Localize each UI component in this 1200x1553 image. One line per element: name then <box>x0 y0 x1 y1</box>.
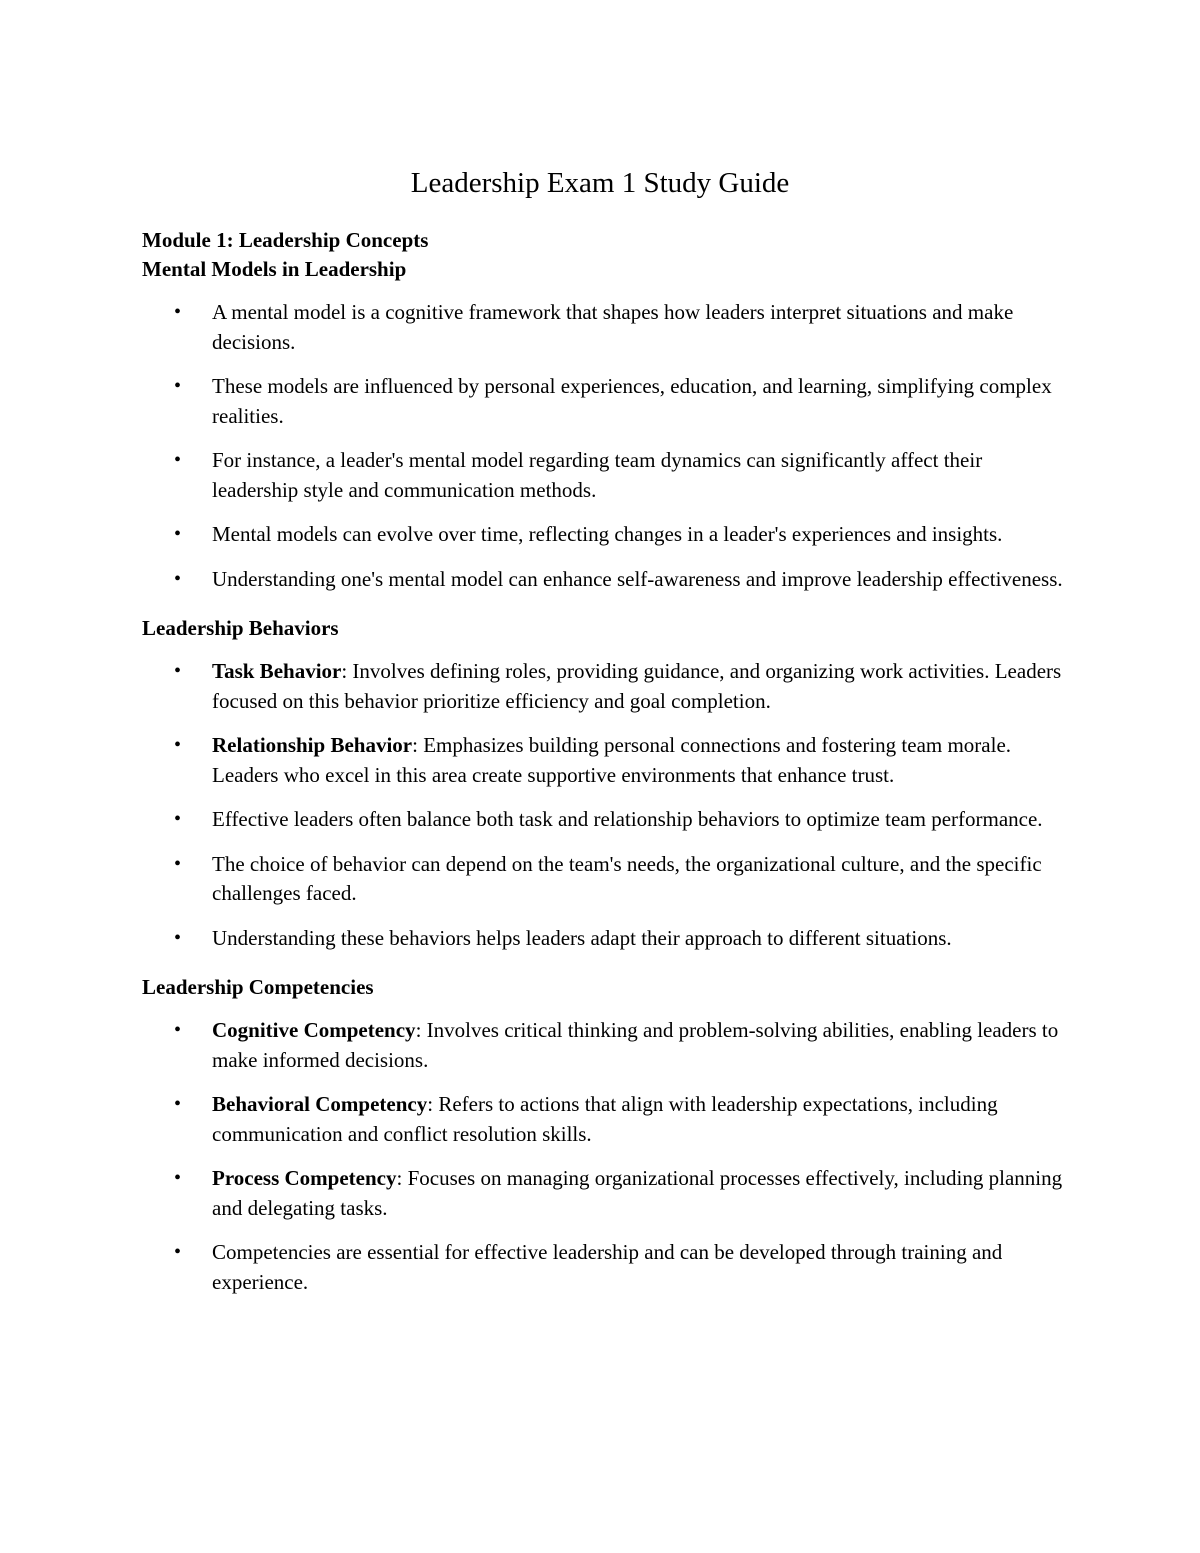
list-item <box>142 298 1072 357</box>
bullet-icon: • <box>174 1019 182 1041</box>
item-text: : Refers to actions that align with leadership expectations, including communication and conflict resolution skills. <box>212 1092 998 1146</box>
item-term: Cognitive Competency <box>212 1018 416 1042</box>
section-heading: Mental Models in Leadership <box>142 257 407 281</box>
list-item <box>142 805 1072 835</box>
list-item <box>142 520 1072 550</box>
bullet-icon: • <box>174 1093 182 1115</box>
bullet-icon: • <box>174 375 182 397</box>
document-title: Leadership Exam 1 Study Guide <box>410 167 790 199</box>
bullet-icon: • <box>174 852 182 875</box>
item-term: Task Behavior <box>212 659 342 683</box>
list-item <box>142 1164 1072 1223</box>
list-item <box>142 1016 1072 1075</box>
bullet-icon: • <box>174 301 182 323</box>
item-text: Effective leaders often balance both task and relationship behaviors to optimize team performance. <box>212 807 1043 831</box>
item-text: These models are influenced by personal experiences, education, and learning, simplifying complex realities. <box>212 374 1052 428</box>
list-item <box>142 372 1072 431</box>
item-text: Competencies are essential for effective leadership and can be developed through training and experience. <box>212 1240 1003 1294</box>
item-text: A mental model is a cognitive framework that shapes how leaders interpret situations and make decisions. <box>212 300 1014 354</box>
bullet-icon: • <box>174 808 182 830</box>
bullet-icon: • <box>174 1167 182 1189</box>
section-leadership-competencies <box>142 973 1072 1297</box>
item-text: : Focuses on managing organizational processes effectively, including planning and delegating tasks. <box>212 1166 1063 1220</box>
section-heading: Leadership Behaviors <box>142 616 339 640</box>
section-heading: Leadership Competencies <box>142 975 374 999</box>
item-text: Understanding these behaviors helps leaders adapt their approach to different situations. <box>212 925 952 950</box>
bullet-icon: • <box>174 567 182 590</box>
document-body <box>142 226 1072 1297</box>
item-text: : Involves critical thinking and problem-solving abilities, enabling leaders to make informed decisions. <box>212 1018 1059 1072</box>
bullet-icon: • <box>174 449 182 471</box>
item-text: The choice of behavior can depend on the team's needs, the organizational culture, and the specific challenges faced. <box>212 851 1042 905</box>
bullet-icon: • <box>174 1241 182 1263</box>
item-text: For instance, a leader's mental model regarding team dynamics can significantly affect their leadership style and communication methods. <box>212 448 983 502</box>
list-item <box>142 850 1072 909</box>
bullet-icon: • <box>174 523 182 545</box>
item-text: Mental models can evolve over time, reflecting changes in a leader's experiences and insights. <box>212 522 1003 546</box>
list-item <box>142 657 1072 716</box>
item-text: Understanding one's mental model can enhance self-awareness and improve leadership effectiveness. <box>212 566 1063 591</box>
module-heading: Module 1: Leadership Concepts <box>142 228 429 252</box>
list-item <box>142 1090 1072 1149</box>
bullet-list <box>142 657 1072 953</box>
bullet-list <box>142 298 1072 594</box>
list-item <box>142 565 1072 595</box>
list-item <box>142 1238 1072 1297</box>
list-item <box>142 924 1072 954</box>
bullet-icon: • <box>174 660 182 682</box>
bullet-list <box>142 1016 1072 1297</box>
section-leadership-behaviors <box>142 614 1072 953</box>
item-term: Relationship Behavior <box>212 733 413 757</box>
item-text: : Involves defining roles, providing guidance, and organizing work activities. Leaders focused on this behavior prioritize efficiency and goal completion. <box>212 659 1062 713</box>
section-mental-models <box>142 255 1072 594</box>
item-text: : Emphasizes building personal connections and fostering team morale. Leaders who excel in this area create supportive environments that enhance trust. <box>212 733 1012 787</box>
item-term: Process Competency <box>212 1166 397 1190</box>
bullet-icon: • <box>174 734 182 756</box>
list-item <box>142 446 1072 505</box>
list-item <box>142 731 1072 790</box>
bullet-icon: • <box>174 926 182 949</box>
item-term: Behavioral Competency <box>212 1092 428 1116</box>
